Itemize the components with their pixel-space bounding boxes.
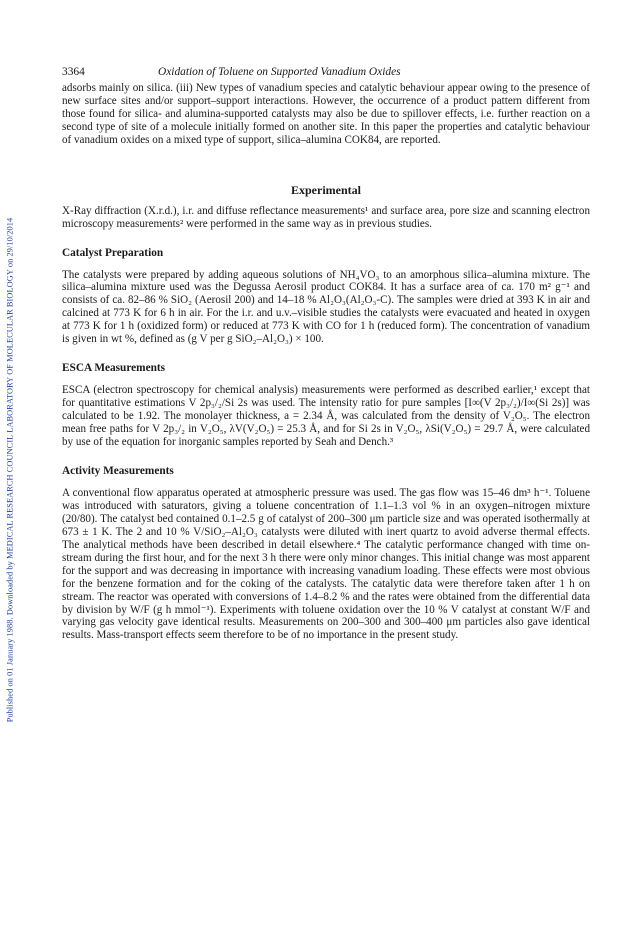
esca-heading: ESCA Measurements (62, 362, 166, 375)
download-watermark-text: Published on 01 January 1988. Downloaded by MEDICAL RESEARCH COUNCIL LABORATORY OF MOLECULAR BIOLOGY on 29/10/2014 (5, 217, 15, 723)
activity-heading: Activity Measurements (62, 464, 174, 477)
download-watermark (0, 0, 20, 939)
page-number: 3364 (62, 66, 85, 78)
experimental-heading: Experimental (291, 182, 361, 197)
experimental-paragraph: X-Ray diffraction (X.r.d.), i.r. and diffuse reflectance measurements¹ and surface area, pore size and scanning electron microscopy measurements² were performed in the same way as in previous studies. (62, 204, 590, 230)
intro-paragraph: adsorbs mainly on silica. (iii) New types of vanadium species and catalytic behaviour appear owing to the presence of new surface sites and/or support–support interactions. However, the occurrence of a product pattern different from those found for silica- and alumina-supported catalysts may also be due to spillover effects, i.e. further reaction on a second type of site of a molecule initially formed on another site. In this paper the properties and catalytic behaviour of vanadium oxides on a mixed type of support, silica–alumina COK84, are reported. (62, 81, 590, 146)
page-body (62, 66, 590, 642)
catalyst-preparation-paragraph: The catalysts were prepared by adding aqueous solutions of NH₄VO₃ to an amorphous silica–alumina mixture. The silica–alumina mixture used was the Degussa Aerosil product COK84. It has a surface area of ca. 170 m² g⁻¹ and consists of ca. 82–86 % SiO₂ (Aerosil 200) and 14–18 % Al₂O₃(Al₂O₃-C). The samples were dried at 393 K in air and calcined at 773 K for 6 h in air. For the i.r. and u.v.–visible studies the catalysts were evacuated and heated in oxygen at 773 K for 1 h (oxidized form) or reduced at 773 K with CO for 1 h (reduced form). The concentration of vanadium is given in wt %, defined as (g V per g SiO₂–Al₂O₃) × 100. (62, 268, 590, 346)
esca-paragraph: ESCA (electron spectroscopy for chemical analysis) measurements were performed as described earlier,¹ except that for quantitative estimations V 2p₃/₂/Si 2s was used. The intensity ratio for pure samples [I∞(V 2p₃/₂)/I∞(Si 2s)] was calculated to be 1.92. The monolayer thickness, a = 2.34 Å, was calculated from the density of V₂O₅. The electron mean free paths for V 2p₃/₂ in V₂O₅, λV(V₂O₅) = 25.3 Å, and for Si 2s in V₂O₅, λSi(V₂O₅) = 29.7 Å, were calculated by use of the equation for inorganic samples reported by Seah and Dench.³ (62, 384, 590, 449)
running-title: Oxidation of Toluene on Supported Vanadium Oxides (158, 66, 401, 78)
page-header (62, 66, 590, 79)
catalyst-preparation-heading: Catalyst Preparation (62, 246, 164, 259)
activity-paragraph: A conventional flow apparatus operated at atmospheric pressure was used. The gas flow was 15–46 dm³ h⁻¹. Toluene was introduced with saturators, giving a toluene concentration of 1.1–1.3 vol % in an oxygen–nitrogen mixture (20/80). The catalyst bed contained 0.1–2.5 g of catalyst of 200–300 μm particle size and was operated isothermally at 673 ± 1 K. The 2 and 10 % V/SiO₂–Al₂O₃ catalysts were diluted with inert quartz to avoid adverse thermal effects. The analytical methods have been described in detail elsewhere.⁴ The catalytic performance changed with time on-stream during the first hour, and for the next 3 h there were only minor changes. This initial change was most apparent for the support and was decreasing in importance with increasing vanadium loading. These effects were most obvious for the benzene formation and for the coking of the catalysts. The catalytic data were therefore taken after 1 h on stream. The reactor was operated with conversions of 1.4–8.2 % and the rates were obtained from the differential data by division by W/F (g h mmol⁻¹). Experiments with toluene oxidation over the 10 % V catalyst at constant W/F and varying gas velocity gave identical results. Measurements on 200–300 and 300–400 μm particles also gave identical results. Mass-transport effects seem therefore to be of no importance in the present study. (62, 486, 590, 642)
